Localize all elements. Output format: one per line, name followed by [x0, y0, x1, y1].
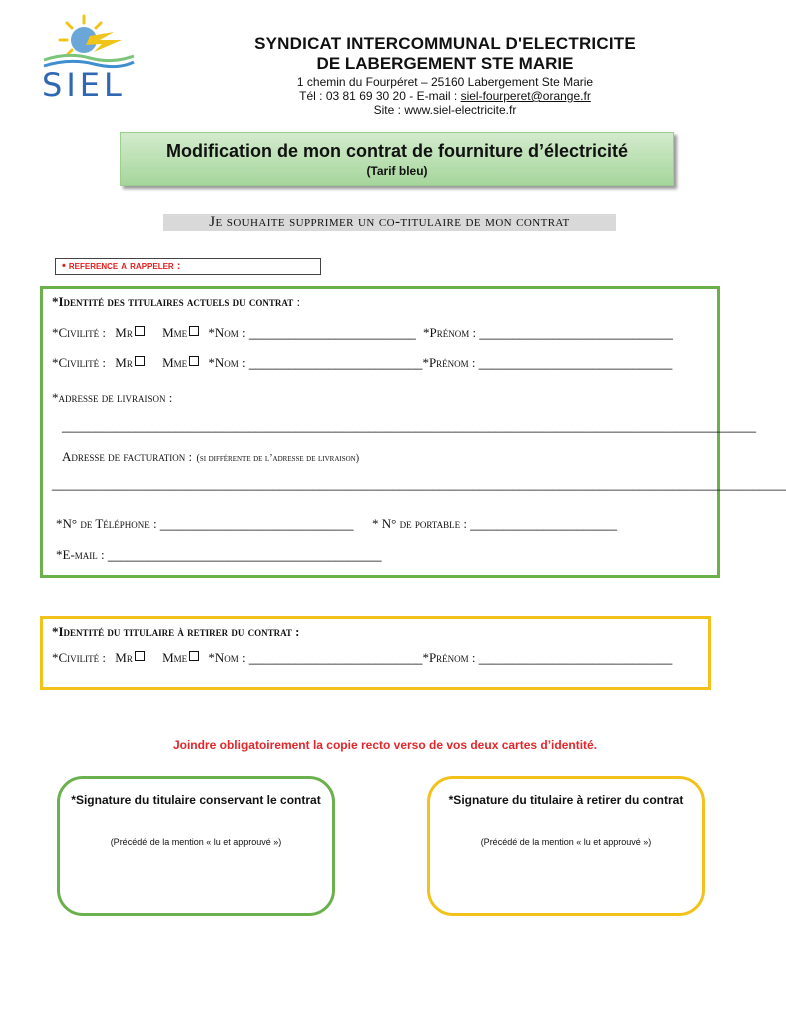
holder-row-2: *Civilité : Mr Mme *Nom : __________________________*Prénom : _____________________________: [52, 355, 673, 370]
signature-keep-note: (Précédé de la mention « lu et approuvé »): [110, 837, 282, 847]
email-link[interactable]: siel-fourperet@orange.fr: [460, 89, 591, 103]
signature-keep-box[interactable]: [57, 776, 335, 916]
signature-remove-title: *Signature du titulaire à retirer du contrat: [448, 793, 684, 807]
remove-holder-row: *Civilité : Mr Mme *Nom : __________________________*Prénom : _____________________________: [52, 650, 673, 665]
org-name-line2: DE LABERGEMENT STE MARIE: [316, 54, 574, 73]
phone-field[interactable]: _____________________________: [159, 517, 354, 531]
checkbox-mme-1[interactable]: [189, 326, 199, 336]
org-address: 1 chemin du Fourpéret – 25160 Labergement Ste Marie: [296, 75, 594, 89]
current-holders-heading: *Identité des titulaires actuels du contrat :: [52, 294, 301, 309]
checkbox-mme-2[interactable]: [189, 356, 199, 366]
mobile-field[interactable]: ______________________: [470, 517, 618, 531]
reference-field[interactable]: • reference a rappeler :: [55, 258, 321, 275]
delivery-address-field[interactable]: ________________________________________________________________________________________________________: [62, 419, 757, 433]
signature-remove-box[interactable]: [427, 776, 705, 916]
email-field[interactable]: _________________________________________: [107, 548, 382, 562]
org-contact: [180, 89, 710, 103]
org-name-line1: SYNDICAT INTERCOMMUNAL D'ELECTRICITE: [254, 34, 636, 53]
holder-row-1: *Civilité : Mr Mme *Nom : _________________________ *Prénom : _____________________________: [52, 325, 673, 340]
phone-row: *N° de Téléphone : _____________________________: [56, 516, 354, 531]
billing-address-field[interactable]: ______________________________________________________________________________________________________________: [52, 477, 786, 491]
holder-to-remove-heading: *Identité du titulaire à retirer du contrat :: [52, 624, 300, 639]
mobile-row: * N° de portable : ______________________: [372, 516, 618, 531]
signature-remove-note: (Précédé de la mention « lu et approuvé »): [480, 837, 652, 847]
delivery-address-label: *adresse de livraison :: [52, 390, 173, 405]
billing-address-label: Adresse de facturation : (si différente de l’adresse de livraison): [62, 449, 360, 464]
email-row: *E-mail : _________________________________________: [56, 547, 382, 562]
id-copy-notice: Joindre obligatoirement la copie recto verso de vos deux cartes d’identité.: [172, 738, 598, 752]
form-title: Modification de mon contrat de fourniture d’électricité: [165, 141, 629, 161]
prenom-field-2[interactable]: _____________________________: [478, 356, 673, 370]
org-website[interactable]: Site : www.siel-electricite.fr: [373, 103, 517, 117]
request-subtitle: Je souhaite supprimer un co-titulaire de mon contrat: [163, 214, 616, 231]
nom-field-2[interactable]: __________________________: [248, 356, 423, 370]
nom-field-remove[interactable]: __________________________: [248, 651, 423, 665]
checkbox-mme-remove[interactable]: [189, 651, 199, 661]
prenom-field-remove[interactable]: _____________________________: [478, 651, 673, 665]
prenom-field-1[interactable]: _____________________________: [479, 326, 673, 340]
logo-text: SIEL: [42, 66, 126, 104]
nom-field-1[interactable]: _________________________: [248, 326, 416, 340]
form-subtitle: (Tarif bleu): [366, 164, 428, 178]
checkbox-mr-remove[interactable]: [135, 651, 145, 661]
sun-icon: [60, 16, 101, 54]
form-title-box: [120, 132, 674, 186]
checkbox-mr-1[interactable]: [135, 326, 145, 336]
checkbox-mr-2[interactable]: [135, 356, 145, 366]
phone-email-label: Tél : 03 81 69 30 20 - E-mail :: [299, 89, 461, 103]
signature-keep-title: *Signature du titulaire conservant le contrat: [71, 793, 321, 807]
